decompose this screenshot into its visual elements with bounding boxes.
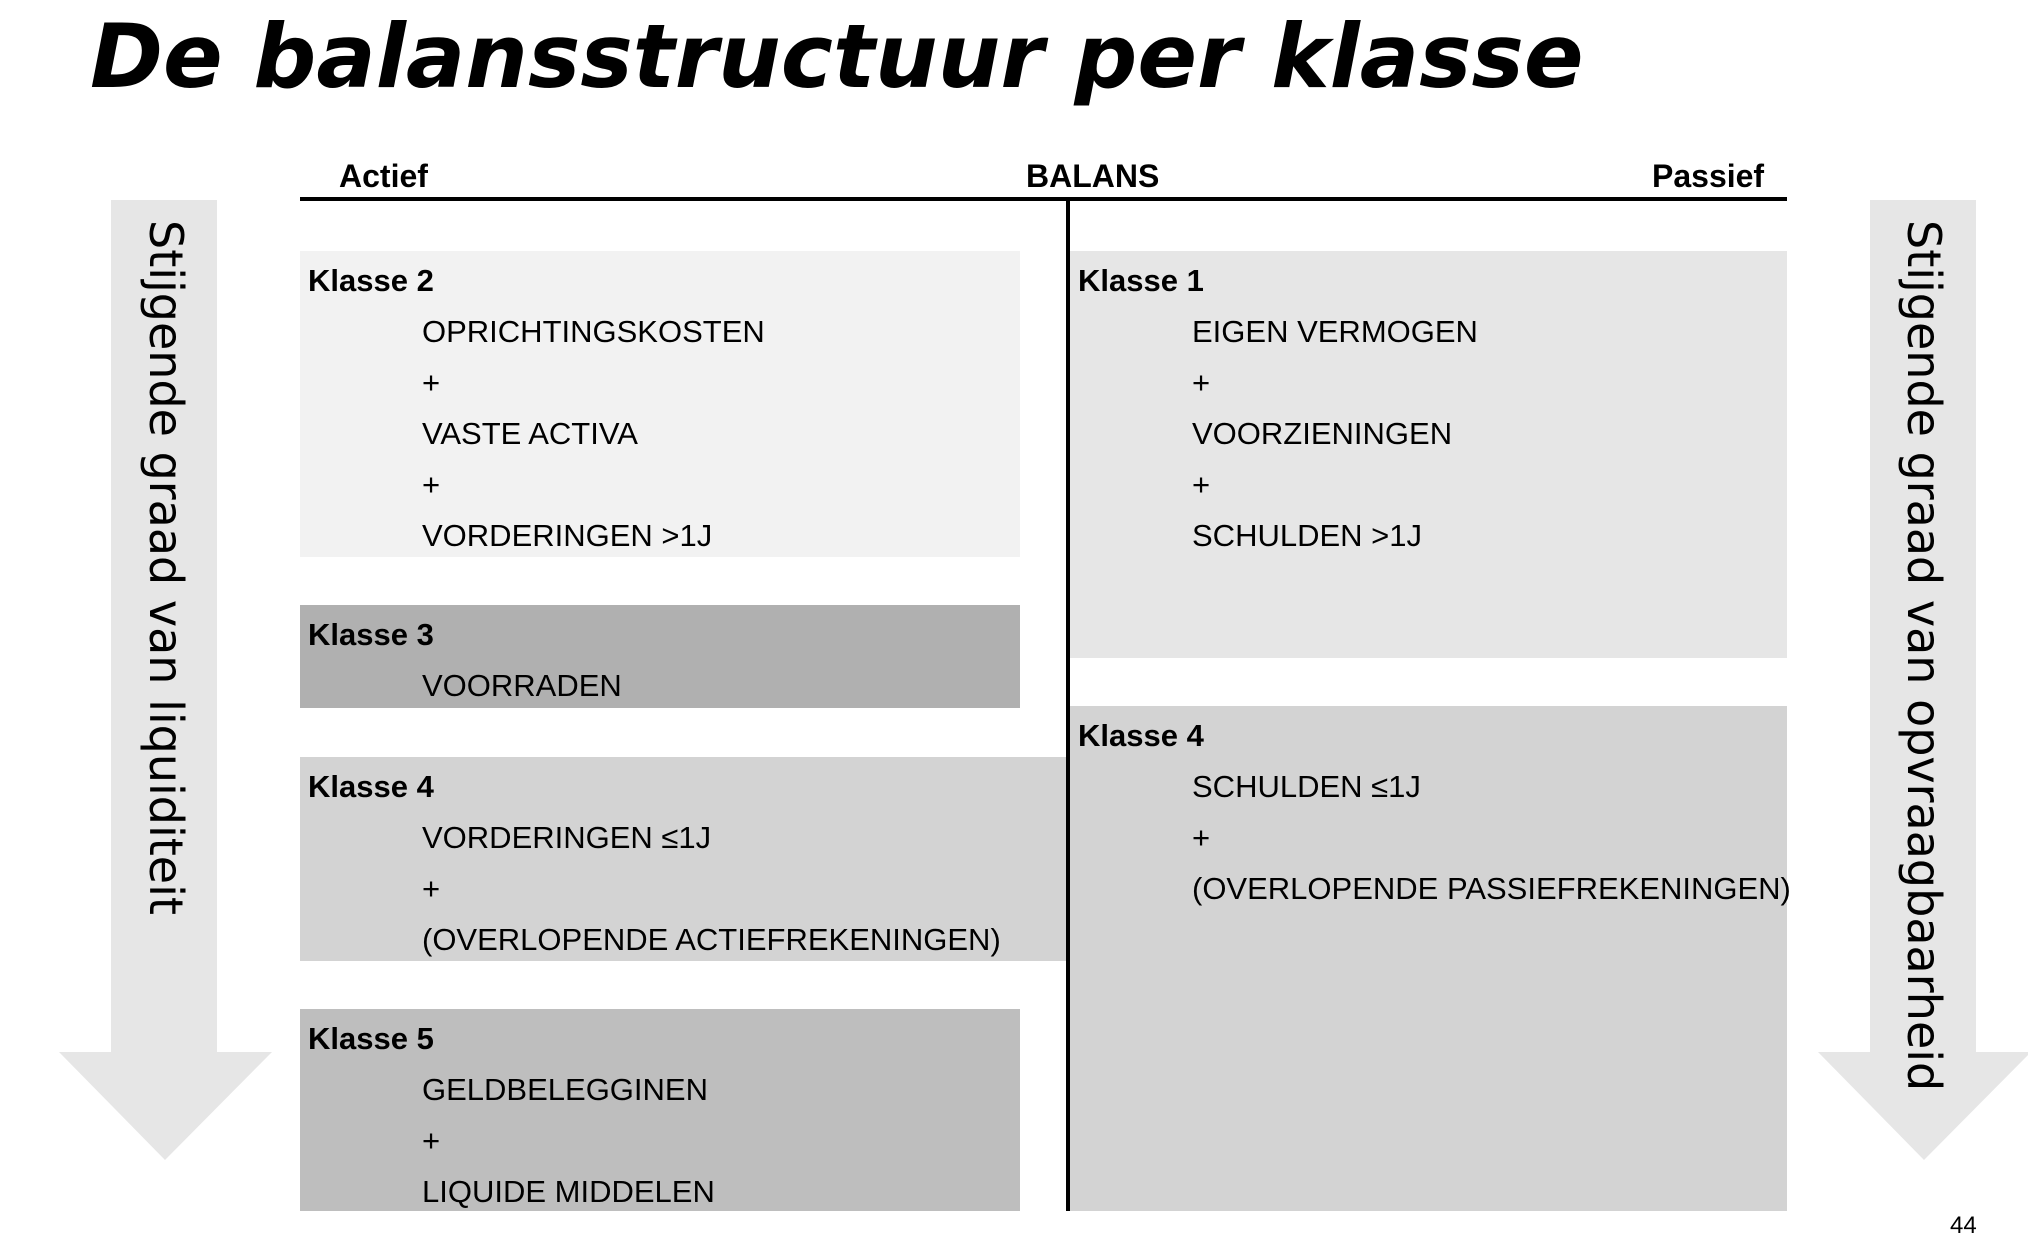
klasse-label: Klasse 1 [1078, 263, 1204, 298]
box-item: + [422, 365, 441, 400]
klasse-label: Klasse 2 [308, 263, 434, 298]
box-item: + [422, 1123, 441, 1158]
box-item: + [422, 467, 441, 502]
box-item: VOORZIENINGEN [1192, 416, 1453, 451]
header-actief: Actief [339, 158, 428, 194]
box-item: VASTE ACTIVA [422, 416, 638, 451]
box-item: OPRICHTINGSKOSTEN [422, 314, 765, 349]
klasse-label: Klasse 3 [308, 617, 434, 652]
box-actief-klasse-4 [300, 757, 1066, 961]
box-item: VORDERINGEN ≤1J [422, 820, 712, 855]
box-item: (OVERLOPENDE PASSIEFREKENINGEN) [1192, 871, 1791, 906]
box-passief-klasse-4 [1070, 706, 1791, 1211]
left-arrow-label: Stijgende graad van liquiditeit [139, 220, 193, 915]
box-item: VOORRADEN [422, 668, 622, 703]
box-item: SCHULDEN ≤1J [1192, 769, 1421, 804]
box-passief-klasse-1 [1070, 251, 1787, 658]
klasse-label: Klasse 4 [308, 769, 434, 804]
box-item: + [1192, 820, 1211, 855]
balance-top-rule [300, 197, 1787, 201]
box-item: VORDERINGEN >1J [422, 518, 713, 553]
box-item: EIGEN VERMOGEN [1192, 314, 1478, 349]
box-item: GELDBELEGGINEN [422, 1072, 708, 1107]
box-actief-klasse-3 [300, 605, 1020, 708]
box-item: + [1192, 467, 1211, 502]
box-item: (OVERLOPENDE ACTIEFREKENINGEN) [422, 922, 1001, 957]
page-number: 44 [1950, 1212, 1977, 1239]
header-balans: BALANS [1026, 158, 1160, 194]
klasse-label: Klasse 5 [308, 1021, 434, 1056]
klasse-label: Klasse 4 [1078, 718, 1204, 753]
box-actief-klasse-5 [300, 1009, 1020, 1211]
box-item: + [422, 871, 441, 906]
box-item: LIQUIDE MIDDELEN [422, 1174, 715, 1209]
box-item: SCHULDEN >1J [1192, 518, 1422, 553]
box-actief-klasse-2 [300, 251, 1020, 557]
box-item: + [1192, 365, 1211, 400]
right-arrow-label: Stijgende graad van opvraagbaarheid [1897, 220, 1951, 1092]
page-title: De balansstructuur per klasse [90, 5, 1584, 108]
header-passief: Passief [1652, 158, 1765, 194]
